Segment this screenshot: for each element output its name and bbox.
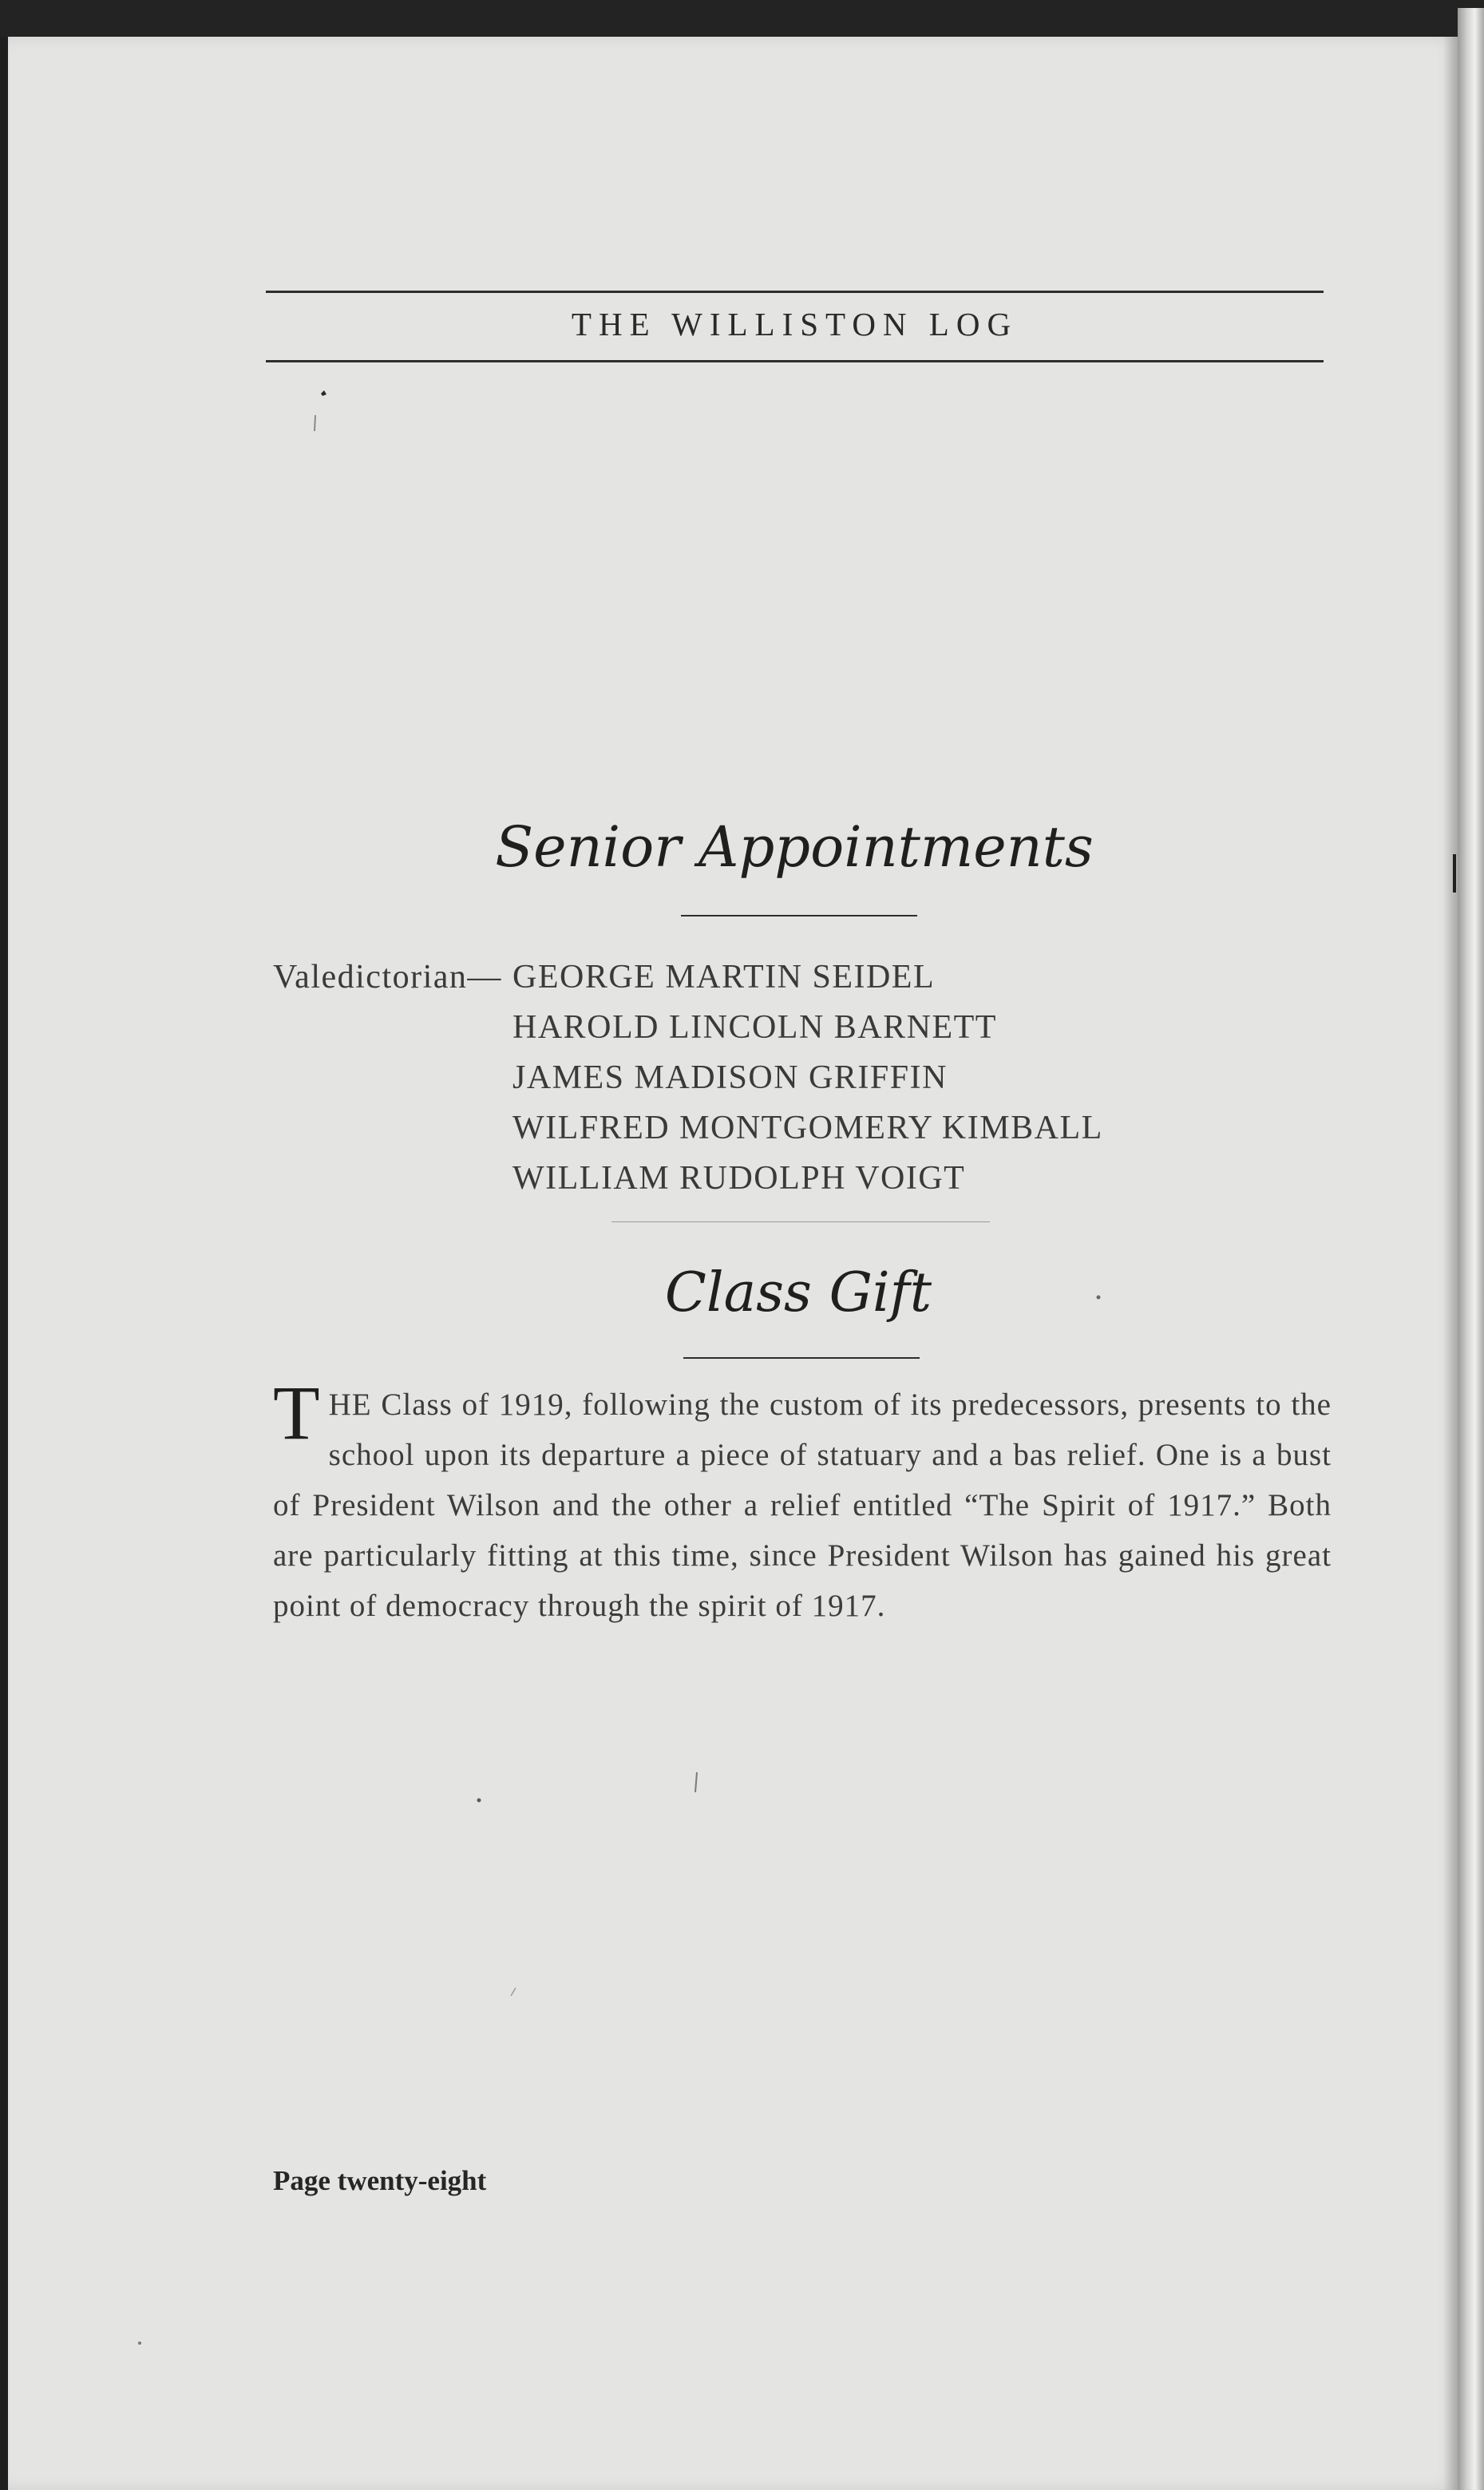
running-header: THE WILLISTON LOG xyxy=(571,306,1019,342)
valedictorian-label: Valedictorian— xyxy=(273,959,502,996)
page-shadow xyxy=(1443,37,1458,2490)
class-gift-paragraph xyxy=(273,1370,1332,1631)
list-item xyxy=(273,952,1271,1003)
section-divider xyxy=(611,1221,990,1222)
gift-heading-rule xyxy=(683,1357,920,1359)
appointments-list xyxy=(273,952,1271,1204)
page-number: Page twenty-eight xyxy=(273,2165,487,2196)
header-rule-top xyxy=(266,291,1324,293)
senior-appointments-heading: Senior Appointments xyxy=(495,814,1094,880)
drop-cap: T xyxy=(273,1370,321,1455)
class-gift-heading: Class Gift xyxy=(664,1261,932,1324)
appointee-name: WILLIAM RUDOLPH VOIGT xyxy=(512,1160,966,1197)
appointee-name: GEORGE MARTIN SEIDEL xyxy=(512,959,936,996)
senior-heading-rule xyxy=(681,915,917,916)
paragraph-text: HE Class of 1919, following the custom of its predecessors, presents to the school upon its departure a piece of statuary and a bas relief. One is a bust of President Wilson and the other a relief entitled “The Spirit of 1917.” Both are particularly fitting at this time, since President Wilson has gained his great point of democracy through the spirit of 1917. xyxy=(273,1388,1332,1623)
appointee-name: HAROLD LINCOLN BARNETT xyxy=(512,1009,997,1046)
header-rule-bottom xyxy=(266,360,1324,362)
appointee-name: JAMES MADISON GRIFFIN xyxy=(512,1059,948,1096)
page-edge xyxy=(1458,8,1484,2490)
scan-background xyxy=(0,0,1484,37)
appointee-name: WILFRED MONTGOMERY KIMBALL xyxy=(512,1110,1103,1146)
